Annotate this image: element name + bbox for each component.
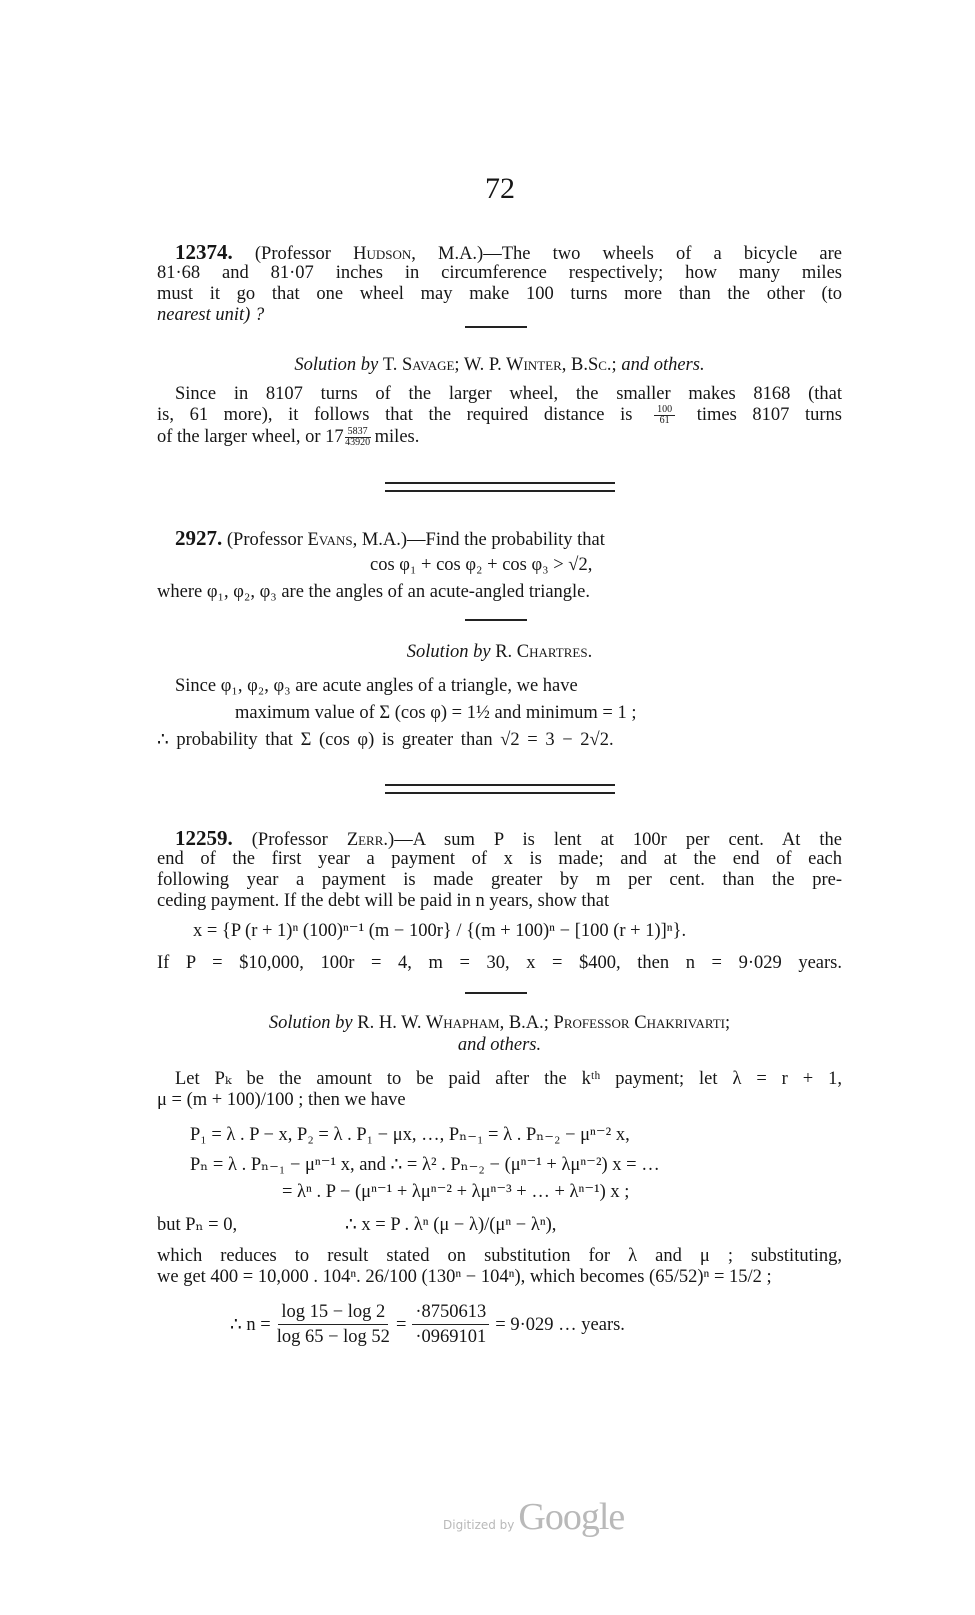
text: , M.A.)—The two wheels of a bicycle are — [411, 244, 843, 264]
text-line: we get 400 = 10,000 . 104ⁿ. 26/100 (130ⁿ − 104ⁿ), which becomes (65/52)ⁿ = 15/2 ; — [157, 1267, 772, 1287]
text-line: μ = (m + 100)/100 ; then we have — [157, 1090, 406, 1110]
text: = — [395, 1314, 407, 1335]
text: (Professor — [226, 530, 308, 550]
section-separator — [385, 784, 615, 794]
formula: P₁ = λ . P − x, P₂ = λ . P₁ − μx, …, Pₙ₋₁ = λ . Pₙ₋₂ − μⁿ⁻² x, — [190, 1125, 630, 1145]
formula: ∴ x = P . λⁿ (μ − λ)/(μⁿ − λⁿ), — [345, 1215, 557, 1235]
section-rule — [465, 992, 527, 994]
solver-names: R. H. W. Whapham, B.A.; Professor Chakrivarti; — [357, 1013, 731, 1033]
formula: = λⁿ . P − (μⁿ⁻¹ + λμⁿ⁻² + λμⁿ⁻³ + … + λⁿ⁻¹) x ; — [282, 1182, 630, 1202]
numerator: 100 — [654, 405, 675, 416]
solver-names: T. Savage; W. P. Winter, B.Sc.; — [382, 355, 617, 375]
solution-attribution — [157, 1012, 842, 1034]
final-equation — [230, 1300, 625, 1349]
numerator: log 15 − log 2 — [278, 1300, 388, 1325]
proposer-name: Evans — [307, 530, 353, 550]
text-line: must it go that one wheel may make 100 turns more than the other (to — [157, 284, 842, 304]
formula: x = {P (r + 1)ⁿ (100)ⁿ⁻¹ (m − 100r} / {(m + 100)ⁿ − [100 (r + 1)]ⁿ}. — [193, 921, 687, 941]
proposer-name: Zerr — [346, 830, 384, 850]
formula: ∴ probability that Σ (cos φ) is greater than √2 = 3 − 2√2. — [157, 730, 614, 750]
problem-number: 2927. — [175, 526, 223, 550]
fraction — [412, 1300, 489, 1349]
text: (Professor — [254, 244, 354, 264]
text: times 8107 turns — [696, 405, 842, 425]
text: Solution by — [268, 1013, 353, 1033]
text-line: If P = $10,000, 100r = 4, m = 30, x = $400, then n = 9·029 years. — [157, 953, 842, 973]
google-logo: Google — [518, 1496, 625, 1538]
google-watermark — [443, 1495, 624, 1539]
text: (Professor — [251, 830, 347, 850]
text-line: ceding payment. If the debt will be paid in n years, show that — [157, 891, 610, 911]
text: is, 61 more), it follows that the required distance is — [157, 405, 633, 425]
watermark-prefix: Digitized by — [443, 1518, 515, 1532]
denominator: 43920 — [345, 437, 371, 449]
text: and others. — [457, 1035, 542, 1055]
problem-number: 12259. — [175, 826, 233, 850]
text-line: where φ₁, φ₂, φ₃ are the angles of an acute-angled triangle. — [157, 582, 591, 602]
text-line: which reduces to result stated on substitution for λ and μ ; substituting, — [157, 1246, 842, 1266]
text: ∴ n = — [230, 1314, 271, 1335]
text: .)—A sum P is lent at 100r per cent. At the — [383, 830, 842, 850]
fraction — [277, 1300, 390, 1349]
denominator: log 65 − log 52 — [276, 1327, 390, 1347]
formula: cos φ₁ + cos φ₂ + cos φ₃ > √2, — [370, 555, 593, 575]
solution-attribution — [157, 641, 842, 663]
solution-attribution — [157, 354, 842, 376]
text: miles. — [374, 427, 420, 447]
problem-number: 12374. — [175, 240, 233, 264]
text: = 9·029 … years. — [495, 1314, 625, 1335]
numerator: ·8750613 — [412, 1300, 489, 1325]
text: Solution by — [294, 355, 379, 375]
section-rule — [465, 326, 527, 328]
text: of the larger wheel, or 17 — [157, 427, 344, 447]
text-line: end of the first year a payment of x is made; and at the end of each — [157, 849, 842, 869]
problem-2927-heading — [175, 527, 605, 551]
text-line: Since in 8107 turns of the larger wheel, the smaller makes 8168 (that — [175, 384, 842, 404]
text-line: nearest unit) ? — [157, 305, 265, 325]
fraction — [654, 405, 675, 426]
text-line — [157, 426, 419, 448]
solver-names: R. Chartres. — [495, 642, 593, 662]
page-number: 72 — [485, 172, 515, 205]
denominator: ·0969101 — [415, 1327, 487, 1347]
text: , M.A.)—Find the probability that — [352, 530, 605, 550]
proposer-name: Hudson — [353, 244, 412, 264]
section-rule — [465, 619, 527, 621]
text: Solution by — [406, 642, 491, 662]
formula: maximum value of Σ (cos φ) = 1½ and minimum = 1 ; — [235, 703, 637, 723]
formula: Pₙ = λ . Pₙ₋₁ − μⁿ⁻¹ x, and ∴ = λ² . Pₙ₋₂ − (μⁿ⁻¹ + λμⁿ⁻²) x = … — [190, 1155, 660, 1175]
text-line: 81·68 and 81·07 inches in circumference respectively; how many miles — [157, 263, 842, 283]
text-line: Since φ₁, φ₂, φ₃ are acute angles of a triangle, we have — [175, 676, 578, 696]
numerator: 5837 — [345, 427, 371, 438]
formula: but Pₙ = 0, — [157, 1215, 238, 1235]
section-separator — [385, 482, 615, 492]
text: and others. — [621, 355, 705, 375]
text-line — [157, 404, 842, 426]
denominator: 61 — [659, 415, 670, 427]
text-line: following year a payment is made greater by m per cent. than the pre- — [157, 870, 842, 890]
text-line: Let Pₖ be the amount to be paid after the kᵗʰ payment; let λ = r + 1, — [175, 1069, 842, 1089]
fraction — [345, 427, 371, 448]
